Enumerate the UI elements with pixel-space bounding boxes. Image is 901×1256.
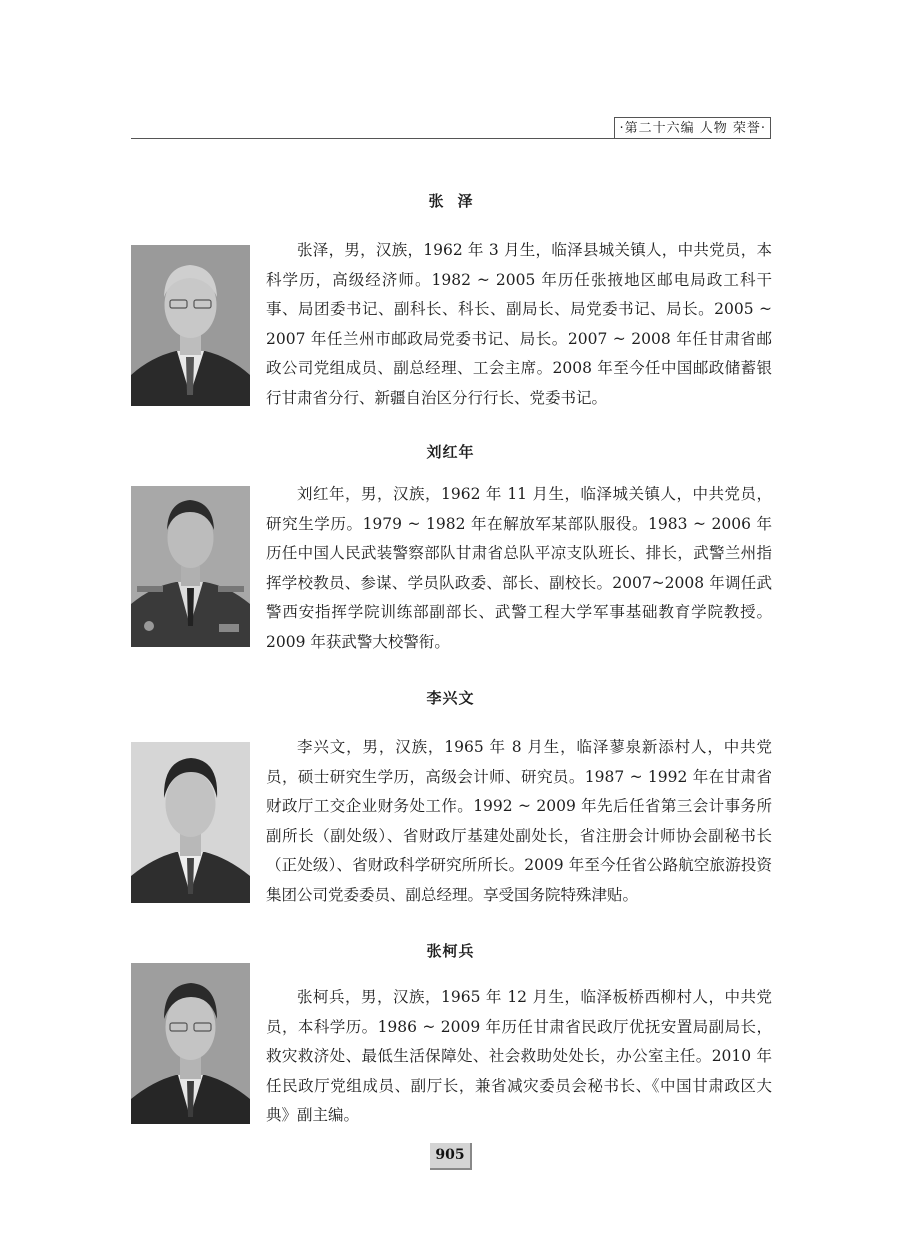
person-bio: 刘红年，男，汉族，1962 年 11 月生，临泽城关镇人，中共党员，研究生学历。1979 ~ 1982 年在解放军某部队服役。1983 ~ 2006 年历任中国人民武装警察部队甘肃省总队平凉支队班长、排长，武警兰州指挥学校教员、参谋、学员队政委、部长、副校长。2007~2008 年调任武警西安指挥学院训练部副部长、武警工程大学军事基础教育学院教授。2009 年获武警大校警衔。 <box>266 485 772 651</box>
person-bio: 李兴文，男，汉族，1965 年 8 月生，临泽蓼泉新添村人，中共党员，硕士研究生学历，高级会计师、研究员。1987 ~ 1992 年在甘肃省财政厅工交企业财务处工作。1992 ~ 2009 年先后任省第三会计事务所副所长（副处级）、省财政厅基建处副处长，省注册会计师协会副秘书长（正处级）、省财政科学研究所所长。2009 年至今任省公路航空旅游投资集团公司党委委员、副总经理。享受国务院特殊津贴。 <box>266 738 772 904</box>
person-name: 李兴文 <box>426 689 475 707</box>
portrait-photo <box>131 742 250 903</box>
portrait-photo <box>131 486 250 647</box>
header-rule <box>131 138 771 139</box>
person-bio: 张泽，男，汉族，1962 年 3 月生，临泽县城关镇人，中共党员，本科学历，高级经济师。1982 ~ 2005 年历任张掖地区邮电局政工科干事、局团委书记、副科长、科长、副局长、局党委书记、局长。2005 ~ 2007 年任兰州市邮政局党委书记、局长。2007 ~ 2008 年任甘肃省邮政公司党组成员、副总经理、工会主席。2008 年至今任中国邮政储蓄银行甘肃省分行、新疆自治区分行行长、党委书记。 <box>266 241 772 407</box>
portrait-photo <box>131 245 250 406</box>
person-name: 张柯兵 <box>426 942 475 960</box>
person-bio: 张柯兵，男，汉族，1965 年 12 月生，临泽板桥西柳村人，中共党员，本科学历。1986 ~ 2009 年历任甘肃省民政厅优抚安置局副局长，救灾救济处、最低生活保障处、社会救助处处长，办公室主任。2010 年任民政厅党组成员、副厅长，兼省减灾委员会秘书长、《中国甘肃政区大典》副主编。 <box>266 988 772 1124</box>
page-number: 905 <box>430 1143 472 1170</box>
portrait-photo <box>131 963 250 1124</box>
person-name: 刘红年 <box>426 443 475 461</box>
section-title: ·第二十六编 人物 荣誉· <box>614 117 771 139</box>
person-name: 张泽 <box>428 192 487 210</box>
